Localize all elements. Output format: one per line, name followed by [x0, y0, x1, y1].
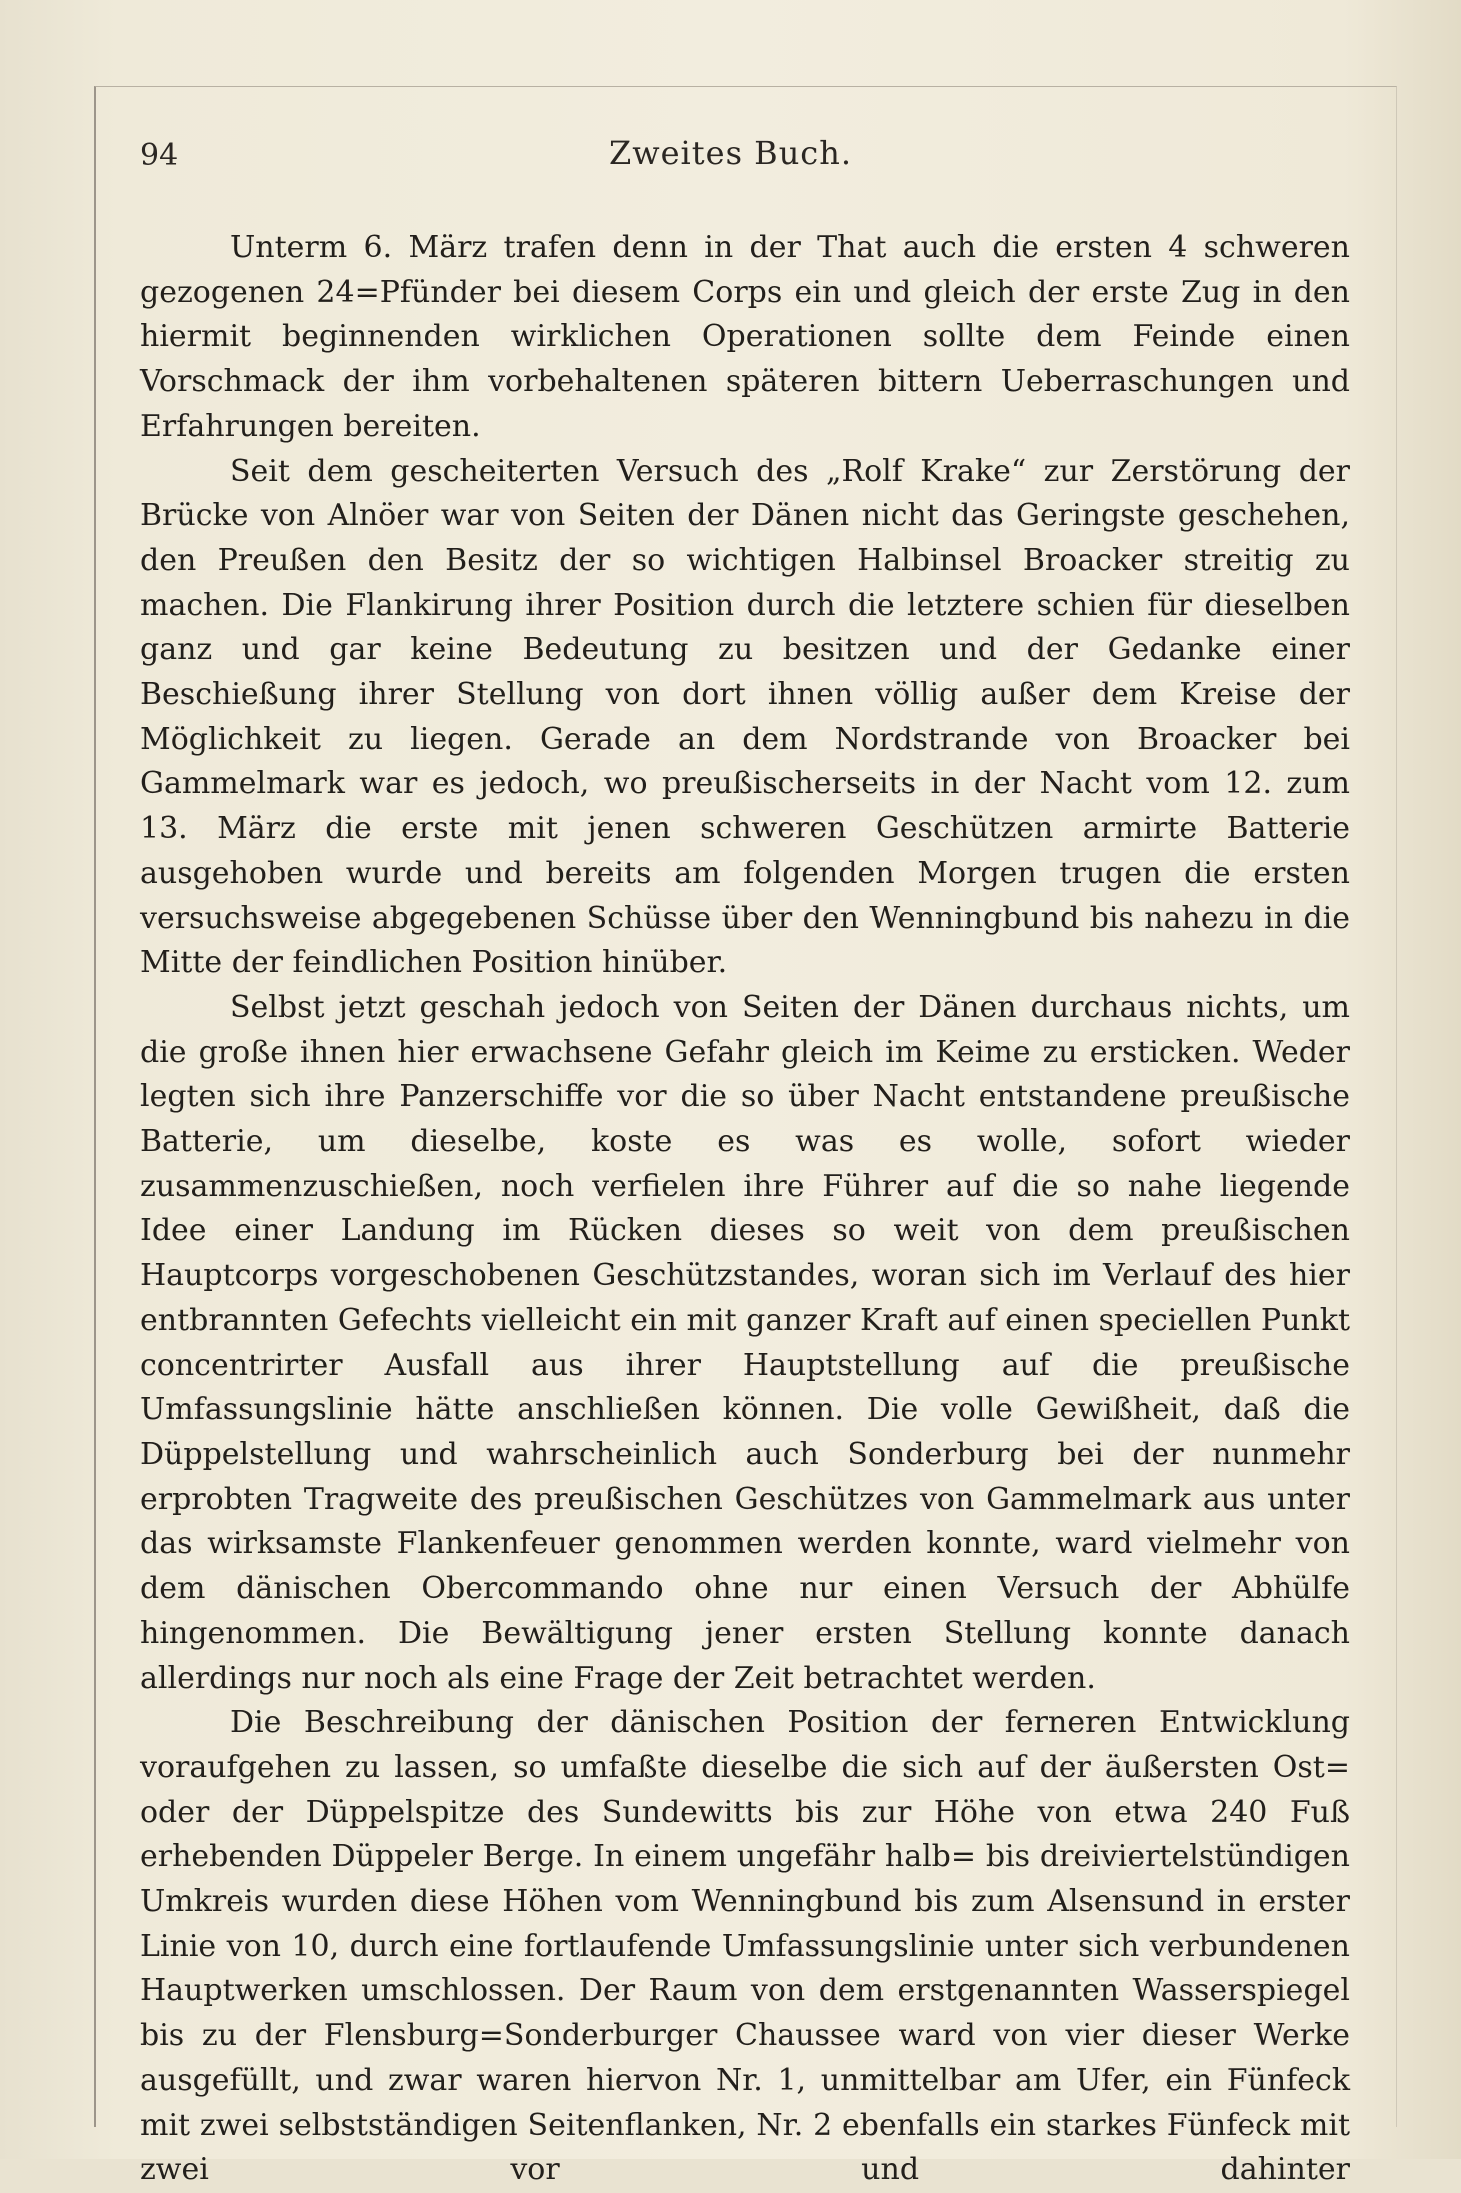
paragraph: Die Beschreibung der dänischen Position der ferneren Entwicklung voraufgehen zu lassen, so umfaßte dieselbe die sich auf der äußersten Ost= oder der Düppelspitze des Sundewitts bis zur Höhe von etwa 240 Fuß erhebenden Düppeler Berge. In einem ungefähr halb= bis dreiviertelstündigen Umkreis wurden diese Höhen vom Wenningbund bis zum Alsensund in erster Linie von 10, durch eine fortlaufende Umfassungslinie unter sich verbundenen Hauptwerken umschlossen. Der Raum von dem erstgenannten Wasserspiegel bis zu der Flensburg=Sonderburger Chaussee ward von vier dieser Werke ausgefüllt, und zwar waren hiervon Nr. 1, unmittelbar am Ufer, ein Fünfeck mit zwei selbstständigen Seitenflanken, Nr. 2 ebenfalls ein starkes Fünfeck mit zwei vor und dahinter — [140, 1705, 1350, 2188]
paragraph: Unterm 6. März trafen denn in der That auch die ersten 4 schweren gezogenen 24=Pfünder bei diesem Corps ein und gleich der erste Zug in den hiermit beginnenden wirklichen Operationen sollte dem Feinde einen Vorschmack der ihm vorbehaltenen späteren bittern Ueberraschungen und Erfahrungen bereiten. — [140, 230, 1350, 444]
body-text — [140, 226, 1350, 2193]
paragraph: Seit dem gescheiterten Versuch des „Rolf Krake“ zur Zerstörung der Brücke von Alnöer war von Seiten der Dänen nicht das Geringste geschehen, den Preußen den Besitz der so wichtigen Halbinsel Broacker streitig zu machen. Die Flankirung ihrer Position durch die letztere schien für dieselben ganz und gar keine Bedeutung zu besitzen und der Gedanke einer Beschießung ihrer Stellung von dort ihnen völlig außer dem Kreise der Möglichkeit zu liegen. Gerade an dem Nordstrande von Broacker bei Gammelmark war es jedoch, wo preußischerseits in der Nacht vom 12. zum 13. März die erste mit jenen schweren Geschützen armirte Batterie ausgehoben wurde und bereits am folgenden Morgen trugen die ersten versuchsweise abgegebenen Schüsse über den Wenningbund bis nahezu in die Mitte der feindlichen Position hinüber. — [140, 453, 1350, 981]
page-number: 94 — [140, 138, 179, 173]
paragraph: Selbst jetzt geschah jedoch von Seiten der Dänen durchaus nichts, um die große ihnen hier erwachsene Gefahr gleich im Keime zu ersticken. Weder legten sich ihre Panzerschiffe vor die so über Nacht entstandene preußische Batterie, um dieselbe, koste es was es wolle, sofort wieder zusammenzuschießen, noch verfielen ihre Führer auf die so nahe liegende Idee einer Landung im Rücken dieses so weit von dem preußischen Hauptcorps vorgeschobenen Geschützstandes, woran sich im Verlauf des hier entbrannten Gefechts vielleicht ein mit ganzer Kraft auf einen speciellen Punkt concentrirter Ausfall aus ihrer Hauptstellung auf die preußische Umfassungslinie hätte anschließen können. Die volle Gewißheit, daß die Düppelstellung und wahrscheinlich auch Sonderburg bei der nunmehr erprobten Tragweite des preußischen Geschützes von Gammelmark aus unter das wirksamste Flankenfeuer genommen werden konnte, ward vielmehr von dem dänischen Obercommando ohne nur einen Versuch der Abhülfe hingenommen. Die Bewältigung jener ersten Stellung konnte danach allerdings nur noch als eine Frage der Zeit betrachtet werden. — [140, 989, 1350, 1696]
running-head: Zweites Buch. — [608, 134, 852, 172]
